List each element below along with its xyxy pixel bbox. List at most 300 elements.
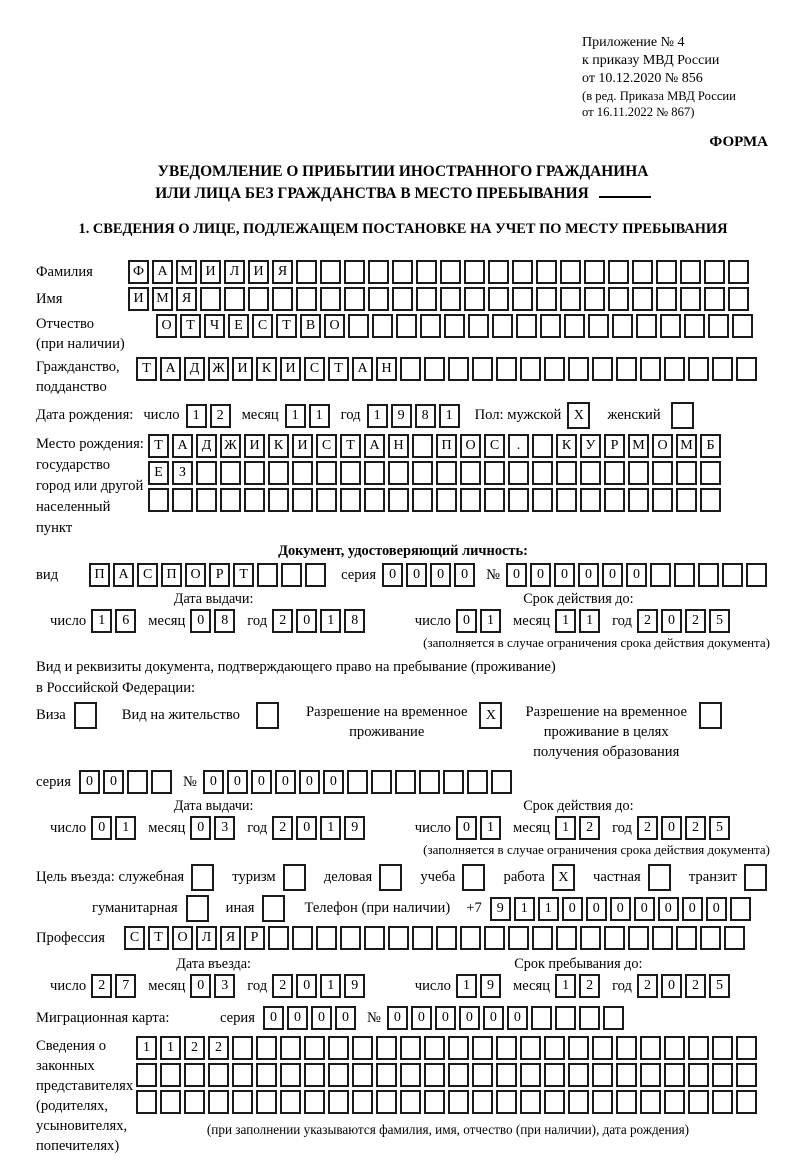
doc-expiry-year-cell-1[interactable]: 2 <box>637 609 658 633</box>
birthplace-line2-cell-4[interactable] <box>220 461 241 485</box>
surname-cell-22[interactable] <box>632 260 653 284</box>
surname-cell-25[interactable] <box>704 260 725 284</box>
res-issue-year-cell-2[interactable]: 0 <box>296 816 317 840</box>
profession-cell-24[interactable] <box>676 926 697 950</box>
patronymic-cell-9[interactable] <box>348 314 369 338</box>
representatives-line3-cell-7[interactable] <box>280 1090 301 1114</box>
doc-type-cell-5[interactable]: О <box>185 563 206 587</box>
citizenship-cell-22[interactable] <box>640 357 661 381</box>
birthplace-line3-cell-15[interactable] <box>484 488 505 512</box>
entry-day-cell-2[interactable]: 7 <box>115 974 136 998</box>
citizenship-cell-5[interactable]: И <box>232 357 253 381</box>
birthplace-line1-cell-15[interactable]: С <box>484 434 505 458</box>
representatives-line3-cell-25[interactable] <box>712 1090 733 1114</box>
birthplace-line2-cell-24[interactable] <box>700 461 721 485</box>
citizenship-cell-9[interactable]: Т <box>328 357 349 381</box>
birthplace-line2-cell-1[interactable]: Е <box>148 461 169 485</box>
doc-type-cell-4[interactable]: П <box>161 563 182 587</box>
purpose-official-cell-1[interactable] <box>191 864 214 891</box>
stay-year-cell-2[interactable]: 0 <box>661 974 682 998</box>
stay-month-cell-2[interactable]: 2 <box>579 974 600 998</box>
representatives-line2-cell-19[interactable] <box>568 1063 589 1087</box>
doc-issue-day-cell-2[interactable]: 6 <box>115 609 136 633</box>
given-name-cell-23[interactable] <box>656 287 677 311</box>
representatives-line2-cell-7[interactable] <box>280 1063 301 1087</box>
surname-cell-8[interactable] <box>296 260 317 284</box>
birthplace-line3-cell-4[interactable] <box>220 488 241 512</box>
doc-number-cell-10[interactable] <box>722 563 743 587</box>
birthplace-line1-cell-2[interactable]: А <box>172 434 193 458</box>
phone-cell-2[interactable]: 1 <box>514 897 535 921</box>
representatives-line3-cell-23[interactable] <box>664 1090 685 1114</box>
phone-cell-1[interactable]: 9 <box>490 897 511 921</box>
res-number-cell-13[interactable] <box>491 770 512 794</box>
birthplace-line1-cell-12[interactable] <box>412 434 433 458</box>
visa-cell-1[interactable] <box>74 702 97 729</box>
phone-cell-11[interactable] <box>730 897 751 921</box>
res-issue-day-cell-2[interactable]: 1 <box>115 816 136 840</box>
given-name-cell-22[interactable] <box>632 287 653 311</box>
res-number-cell-8[interactable] <box>371 770 392 794</box>
phone-cell-8[interactable]: 0 <box>658 897 679 921</box>
phone-cell-3[interactable]: 1 <box>538 897 559 921</box>
surname-cell-10[interactable] <box>344 260 365 284</box>
sex-female-cell-1[interactable] <box>671 402 694 429</box>
purpose-private-cell-1[interactable] <box>648 864 671 891</box>
surname-cell-19[interactable] <box>560 260 581 284</box>
representatives-line1-cell-12[interactable] <box>400 1036 421 1060</box>
stay-year-cell-4[interactable]: 5 <box>709 974 730 998</box>
sex-male-cell-1[interactable]: X <box>567 402 590 429</box>
birthplace-line3-cell-1[interactable] <box>148 488 169 512</box>
patronymic-cell-15[interactable] <box>492 314 513 338</box>
representatives-line3-cell-13[interactable] <box>424 1090 445 1114</box>
surname-cell-4[interactable]: И <box>200 260 221 284</box>
patronymic-cell-7[interactable]: В <box>300 314 321 338</box>
representatives-line3-cell-5[interactable] <box>232 1090 253 1114</box>
representatives-line1-cell-25[interactable] <box>712 1036 733 1060</box>
citizenship-cell-1[interactable]: Т <box>136 357 157 381</box>
profession-cell-12[interactable] <box>388 926 409 950</box>
entry-year-cell-4[interactable]: 9 <box>344 974 365 998</box>
res-number-cell-3[interactable]: 0 <box>251 770 272 794</box>
patronymic-cell-14[interactable] <box>468 314 489 338</box>
birth-year-cell-2[interactable]: 9 <box>391 404 412 428</box>
representatives-line1-cell-18[interactable] <box>544 1036 565 1060</box>
patronymic-cell-12[interactable] <box>420 314 441 338</box>
res-number-cell-6[interactable]: 0 <box>323 770 344 794</box>
doc-issue-year-cell-2[interactable]: 0 <box>296 609 317 633</box>
patronymic-cell-1[interactable]: О <box>156 314 177 338</box>
representatives-line2-cell-22[interactable] <box>640 1063 661 1087</box>
purpose-study-cell-1[interactable] <box>462 864 485 891</box>
mig-number-cell-8[interactable] <box>555 1006 576 1030</box>
profession-cell-7[interactable] <box>268 926 289 950</box>
mig-number-cell-10[interactable] <box>603 1006 624 1030</box>
birth-day-cell-1[interactable]: 1 <box>186 404 207 428</box>
entry-month-cell-2[interactable]: 3 <box>214 974 235 998</box>
patronymic-cell-2[interactable]: Т <box>180 314 201 338</box>
representatives-line2-cell-18[interactable] <box>544 1063 565 1087</box>
representatives-line1-cell-13[interactable] <box>424 1036 445 1060</box>
doc-number-cell-4[interactable]: 0 <box>578 563 599 587</box>
representatives-line3-cell-6[interactable] <box>256 1090 277 1114</box>
representatives-line2-cell-23[interactable] <box>664 1063 685 1087</box>
profession-cell-25[interactable] <box>700 926 721 950</box>
representatives-line1-cell-5[interactable] <box>232 1036 253 1060</box>
stay-year-cell-3[interactable]: 2 <box>685 974 706 998</box>
doc-expiry-day-cell-2[interactable]: 1 <box>480 609 501 633</box>
representatives-line1-cell-1[interactable]: 1 <box>136 1036 157 1060</box>
mig-series-cell-2[interactable]: 0 <box>287 1006 308 1030</box>
res-issue-day-cell-1[interactable]: 0 <box>91 816 112 840</box>
representatives-line2-cell-9[interactable] <box>328 1063 349 1087</box>
stay-day-cell-2[interactable]: 9 <box>480 974 501 998</box>
representatives-line1-cell-3[interactable]: 2 <box>184 1036 205 1060</box>
temp-residence-edu-cell-1[interactable] <box>699 702 722 729</box>
mig-number-cell-4[interactable]: 0 <box>459 1006 480 1030</box>
birthplace-line3-cell-8[interactable] <box>316 488 337 512</box>
given-name-cell-20[interactable] <box>584 287 605 311</box>
doc-expiry-month-cell-1[interactable]: 1 <box>555 609 576 633</box>
birthplace-line2-cell-18[interactable] <box>556 461 577 485</box>
res-issue-month-cell-1[interactable]: 0 <box>190 816 211 840</box>
doc-expiry-year-cell-3[interactable]: 2 <box>685 609 706 633</box>
profession-cell-15[interactable] <box>460 926 481 950</box>
profession-cell-21[interactable] <box>604 926 625 950</box>
given-name-cell-5[interactable] <box>224 287 245 311</box>
res-series-cell-3[interactable] <box>127 770 148 794</box>
representatives-line2-cell-20[interactable] <box>592 1063 613 1087</box>
purpose-humanitarian-cell-1[interactable] <box>186 895 209 922</box>
phone-cell-5[interactable]: 0 <box>586 897 607 921</box>
doc-type-cell-8[interactable] <box>257 563 278 587</box>
birthplace-line1-cell-23[interactable]: М <box>676 434 697 458</box>
representatives-line2-cell-16[interactable] <box>496 1063 517 1087</box>
representatives-line3-cell-26[interactable] <box>736 1090 757 1114</box>
birthplace-line2-cell-11[interactable] <box>388 461 409 485</box>
representatives-line2-cell-3[interactable] <box>184 1063 205 1087</box>
representatives-line1-cell-17[interactable] <box>520 1036 541 1060</box>
purpose-work-cell-1[interactable]: X <box>552 864 575 891</box>
doc-issue-day-cell-1[interactable]: 1 <box>91 609 112 633</box>
profession-cell-22[interactable] <box>628 926 649 950</box>
mig-number-cell-9[interactable] <box>579 1006 600 1030</box>
representatives-line1-cell-23[interactable] <box>664 1036 685 1060</box>
res-expiry-day-cell-1[interactable]: 0 <box>456 816 477 840</box>
mig-series-cell-4[interactable]: 0 <box>335 1006 356 1030</box>
representatives-line2-cell-13[interactable] <box>424 1063 445 1087</box>
representatives-line3-cell-18[interactable] <box>544 1090 565 1114</box>
representatives-line2-cell-25[interactable] <box>712 1063 733 1087</box>
representatives-line3-cell-19[interactable] <box>568 1090 589 1114</box>
given-name-cell-18[interactable] <box>536 287 557 311</box>
representatives-line1-cell-21[interactable] <box>616 1036 637 1060</box>
birthplace-line2-cell-23[interactable] <box>676 461 697 485</box>
birthplace-line1-cell-14[interactable]: О <box>460 434 481 458</box>
profession-cell-14[interactable] <box>436 926 457 950</box>
birthplace-line2-cell-3[interactable] <box>196 461 217 485</box>
surname-cell-7[interactable]: Я <box>272 260 293 284</box>
citizenship-cell-14[interactable] <box>448 357 469 381</box>
birthplace-line1-cell-8[interactable]: С <box>316 434 337 458</box>
mig-series-cell-3[interactable]: 0 <box>311 1006 332 1030</box>
birthplace-line2-cell-22[interactable] <box>652 461 673 485</box>
birthplace-line3-cell-9[interactable] <box>340 488 361 512</box>
res-expiry-month-cell-1[interactable]: 1 <box>555 816 576 840</box>
birthplace-line2-cell-16[interactable] <box>508 461 529 485</box>
patronymic-cell-6[interactable]: Т <box>276 314 297 338</box>
profession-cell-18[interactable] <box>532 926 553 950</box>
representatives-line3-cell-15[interactable] <box>472 1090 493 1114</box>
representatives-line2-cell-11[interactable] <box>376 1063 397 1087</box>
given-name-cell-24[interactable] <box>680 287 701 311</box>
patronymic-cell-17[interactable] <box>540 314 561 338</box>
representatives-line2-cell-15[interactable] <box>472 1063 493 1087</box>
res-number-cell-4[interactable]: 0 <box>275 770 296 794</box>
birthplace-line2-cell-12[interactable] <box>412 461 433 485</box>
stay-day-cell-1[interactable]: 1 <box>456 974 477 998</box>
patronymic-cell-24[interactable] <box>708 314 729 338</box>
birthplace-line3-cell-24[interactable] <box>700 488 721 512</box>
res-issue-year-cell-1[interactable]: 2 <box>272 816 293 840</box>
representatives-line1-cell-20[interactable] <box>592 1036 613 1060</box>
doc-series-cell-1[interactable]: 0 <box>382 563 403 587</box>
birthplace-line3-cell-14[interactable] <box>460 488 481 512</box>
representatives-line2-cell-12[interactable] <box>400 1063 421 1087</box>
profession-cell-17[interactable] <box>508 926 529 950</box>
surname-cell-5[interactable]: Л <box>224 260 245 284</box>
representatives-line2-cell-10[interactable] <box>352 1063 373 1087</box>
phone-cell-7[interactable]: 0 <box>634 897 655 921</box>
surname-cell-24[interactable] <box>680 260 701 284</box>
citizenship-cell-10[interactable]: А <box>352 357 373 381</box>
doc-series-cell-4[interactable]: 0 <box>454 563 475 587</box>
res-expiry-year-cell-4[interactable]: 5 <box>709 816 730 840</box>
res-expiry-month-cell-2[interactable]: 2 <box>579 816 600 840</box>
doc-number-cell-2[interactable]: 0 <box>530 563 551 587</box>
surname-cell-16[interactable] <box>488 260 509 284</box>
representatives-line3-cell-4[interactable] <box>208 1090 229 1114</box>
given-name-cell-21[interactable] <box>608 287 629 311</box>
res-number-cell-7[interactable] <box>347 770 368 794</box>
citizenship-cell-26[interactable] <box>736 357 757 381</box>
entry-day-cell-1[interactable]: 2 <box>91 974 112 998</box>
profession-cell-13[interactable] <box>412 926 433 950</box>
residence-permit-cell-1[interactable] <box>256 702 279 729</box>
birthplace-line2-cell-2[interactable]: З <box>172 461 193 485</box>
citizenship-cell-24[interactable] <box>688 357 709 381</box>
res-series-cell-2[interactable]: 0 <box>103 770 124 794</box>
res-expiry-year-cell-1[interactable]: 2 <box>637 816 658 840</box>
birthplace-line2-cell-17[interactable] <box>532 461 553 485</box>
res-series-cell-4[interactable] <box>151 770 172 794</box>
patronymic-cell-16[interactable] <box>516 314 537 338</box>
birthplace-line2-cell-14[interactable] <box>460 461 481 485</box>
birthplace-line2-cell-19[interactable] <box>580 461 601 485</box>
doc-type-cell-9[interactable] <box>281 563 302 587</box>
doc-number-cell-3[interactable]: 0 <box>554 563 575 587</box>
representatives-line1-cell-24[interactable] <box>688 1036 709 1060</box>
doc-number-cell-9[interactable] <box>698 563 719 587</box>
surname-cell-11[interactable] <box>368 260 389 284</box>
surname-cell-15[interactable] <box>464 260 485 284</box>
doc-number-cell-8[interactable] <box>674 563 695 587</box>
res-issue-year-cell-3[interactable]: 1 <box>320 816 341 840</box>
representatives-line3-cell-1[interactable] <box>136 1090 157 1114</box>
mig-number-cell-6[interactable]: 0 <box>507 1006 528 1030</box>
given-name-cell-2[interactable]: М <box>152 287 173 311</box>
phone-cell-10[interactable]: 0 <box>706 897 727 921</box>
given-name-cell-10[interactable] <box>344 287 365 311</box>
doc-type-cell-2[interactable]: А <box>113 563 134 587</box>
representatives-line1-cell-4[interactable]: 2 <box>208 1036 229 1060</box>
phone-cell-6[interactable]: 0 <box>610 897 631 921</box>
representatives-line3-cell-24[interactable] <box>688 1090 709 1114</box>
birthplace-line1-cell-22[interactable]: О <box>652 434 673 458</box>
birthplace-line1-cell-6[interactable]: К <box>268 434 289 458</box>
patronymic-cell-25[interactable] <box>732 314 753 338</box>
profession-cell-26[interactable] <box>724 926 745 950</box>
birthplace-line1-cell-7[interactable]: И <box>292 434 313 458</box>
birthplace-line3-cell-7[interactable] <box>292 488 313 512</box>
profession-cell-10[interactable] <box>340 926 361 950</box>
res-number-cell-12[interactable] <box>467 770 488 794</box>
representatives-line2-cell-2[interactable] <box>160 1063 181 1087</box>
surname-cell-17[interactable] <box>512 260 533 284</box>
mig-number-cell-7[interactable] <box>531 1006 552 1030</box>
birthplace-line1-cell-16[interactable]: . <box>508 434 529 458</box>
res-series-cell-1[interactable]: 0 <box>79 770 100 794</box>
doc-issue-year-cell-3[interactable]: 1 <box>320 609 341 633</box>
birthplace-line1-cell-3[interactable]: Д <box>196 434 217 458</box>
doc-issue-month-cell-2[interactable]: 8 <box>214 609 235 633</box>
citizenship-cell-7[interactable]: И <box>280 357 301 381</box>
mig-number-cell-3[interactable]: 0 <box>435 1006 456 1030</box>
citizenship-cell-17[interactable] <box>520 357 541 381</box>
given-name-cell-6[interactable] <box>248 287 269 311</box>
birthplace-line3-cell-23[interactable] <box>676 488 697 512</box>
citizenship-cell-16[interactable] <box>496 357 517 381</box>
doc-type-cell-10[interactable] <box>305 563 326 587</box>
citizenship-cell-19[interactable] <box>568 357 589 381</box>
purpose-transit-cell-1[interactable] <box>744 864 767 891</box>
surname-cell-20[interactable] <box>584 260 605 284</box>
patronymic-cell-22[interactable] <box>660 314 681 338</box>
representatives-line1-cell-16[interactable] <box>496 1036 517 1060</box>
entry-year-cell-2[interactable]: 0 <box>296 974 317 998</box>
doc-type-cell-7[interactable]: Т <box>233 563 254 587</box>
patronymic-cell-3[interactable]: Ч <box>204 314 225 338</box>
patronymic-cell-13[interactable] <box>444 314 465 338</box>
profession-cell-3[interactable]: О <box>172 926 193 950</box>
representatives-line3-cell-11[interactable] <box>376 1090 397 1114</box>
surname-cell-2[interactable]: А <box>152 260 173 284</box>
representatives-line3-cell-14[interactable] <box>448 1090 469 1114</box>
patronymic-cell-23[interactable] <box>684 314 705 338</box>
birthplace-line2-cell-20[interactable] <box>604 461 625 485</box>
representatives-line2-cell-5[interactable] <box>232 1063 253 1087</box>
birthplace-line2-cell-10[interactable] <box>364 461 385 485</box>
res-number-cell-2[interactable]: 0 <box>227 770 248 794</box>
representatives-line2-cell-17[interactable] <box>520 1063 541 1087</box>
birthplace-line3-cell-16[interactable] <box>508 488 529 512</box>
representatives-line1-cell-9[interactable] <box>328 1036 349 1060</box>
surname-cell-18[interactable] <box>536 260 557 284</box>
mig-series-cell-1[interactable]: 0 <box>263 1006 284 1030</box>
representatives-line3-cell-8[interactable] <box>304 1090 325 1114</box>
representatives-line2-cell-6[interactable] <box>256 1063 277 1087</box>
doc-type-cell-1[interactable]: П <box>89 563 110 587</box>
doc-issue-month-cell-1[interactable]: 0 <box>190 609 211 633</box>
phone-cell-9[interactable]: 0 <box>682 897 703 921</box>
mig-number-cell-5[interactable]: 0 <box>483 1006 504 1030</box>
birthplace-line1-cell-17[interactable] <box>532 434 553 458</box>
temp-residence-cell-1[interactable]: X <box>479 702 502 729</box>
birthplace-line2-cell-21[interactable] <box>628 461 649 485</box>
profession-cell-4[interactable]: Л <box>196 926 217 950</box>
birthplace-line1-cell-4[interactable]: Ж <box>220 434 241 458</box>
representatives-line3-cell-3[interactable] <box>184 1090 205 1114</box>
mig-number-cell-1[interactable]: 0 <box>387 1006 408 1030</box>
res-expiry-year-cell-2[interactable]: 0 <box>661 816 682 840</box>
birthplace-line3-cell-17[interactable] <box>532 488 553 512</box>
doc-series-cell-2[interactable]: 0 <box>406 563 427 587</box>
representatives-line3-cell-17[interactable] <box>520 1090 541 1114</box>
patronymic-cell-5[interactable]: С <box>252 314 273 338</box>
given-name-cell-16[interactable] <box>488 287 509 311</box>
surname-cell-23[interactable] <box>656 260 677 284</box>
citizenship-cell-11[interactable]: Н <box>376 357 397 381</box>
citizenship-cell-2[interactable]: А <box>160 357 181 381</box>
birthplace-line3-cell-3[interactable] <box>196 488 217 512</box>
birthplace-line3-cell-13[interactable] <box>436 488 457 512</box>
stay-month-cell-1[interactable]: 1 <box>555 974 576 998</box>
phone-cell-4[interactable]: 0 <box>562 897 583 921</box>
birthplace-line1-cell-5[interactable]: И <box>244 434 265 458</box>
purpose-other-cell-1[interactable] <box>262 895 285 922</box>
birthplace-line2-cell-6[interactable] <box>268 461 289 485</box>
res-number-cell-10[interactable] <box>419 770 440 794</box>
stay-year-cell-1[interactable]: 2 <box>637 974 658 998</box>
patronymic-cell-21[interactable] <box>636 314 657 338</box>
birthplace-line2-cell-7[interactable] <box>292 461 313 485</box>
profession-cell-6[interactable]: Р <box>244 926 265 950</box>
surname-cell-1[interactable]: Ф <box>128 260 149 284</box>
purpose-business-cell-1[interactable] <box>379 864 402 891</box>
birth-year-cell-1[interactable]: 1 <box>367 404 388 428</box>
doc-expiry-year-cell-2[interactable]: 0 <box>661 609 682 633</box>
res-issue-year-cell-4[interactable]: 9 <box>344 816 365 840</box>
profession-cell-19[interactable] <box>556 926 577 950</box>
birth-month-cell-1[interactable]: 1 <box>285 404 306 428</box>
given-name-cell-26[interactable] <box>728 287 749 311</box>
doc-number-cell-5[interactable]: 0 <box>602 563 623 587</box>
surname-cell-21[interactable] <box>608 260 629 284</box>
res-number-cell-9[interactable] <box>395 770 416 794</box>
representatives-line1-cell-6[interactable] <box>256 1036 277 1060</box>
birthplace-line3-cell-18[interactable] <box>556 488 577 512</box>
given-name-cell-11[interactable] <box>368 287 389 311</box>
patronymic-cell-19[interactable] <box>588 314 609 338</box>
given-name-cell-19[interactable] <box>560 287 581 311</box>
representatives-line3-cell-21[interactable] <box>616 1090 637 1114</box>
birth-day-cell-2[interactable]: 2 <box>210 404 231 428</box>
birthplace-line3-cell-6[interactable] <box>268 488 289 512</box>
citizenship-cell-6[interactable]: К <box>256 357 277 381</box>
profession-cell-8[interactable] <box>292 926 313 950</box>
birth-year-cell-4[interactable]: 1 <box>439 404 460 428</box>
